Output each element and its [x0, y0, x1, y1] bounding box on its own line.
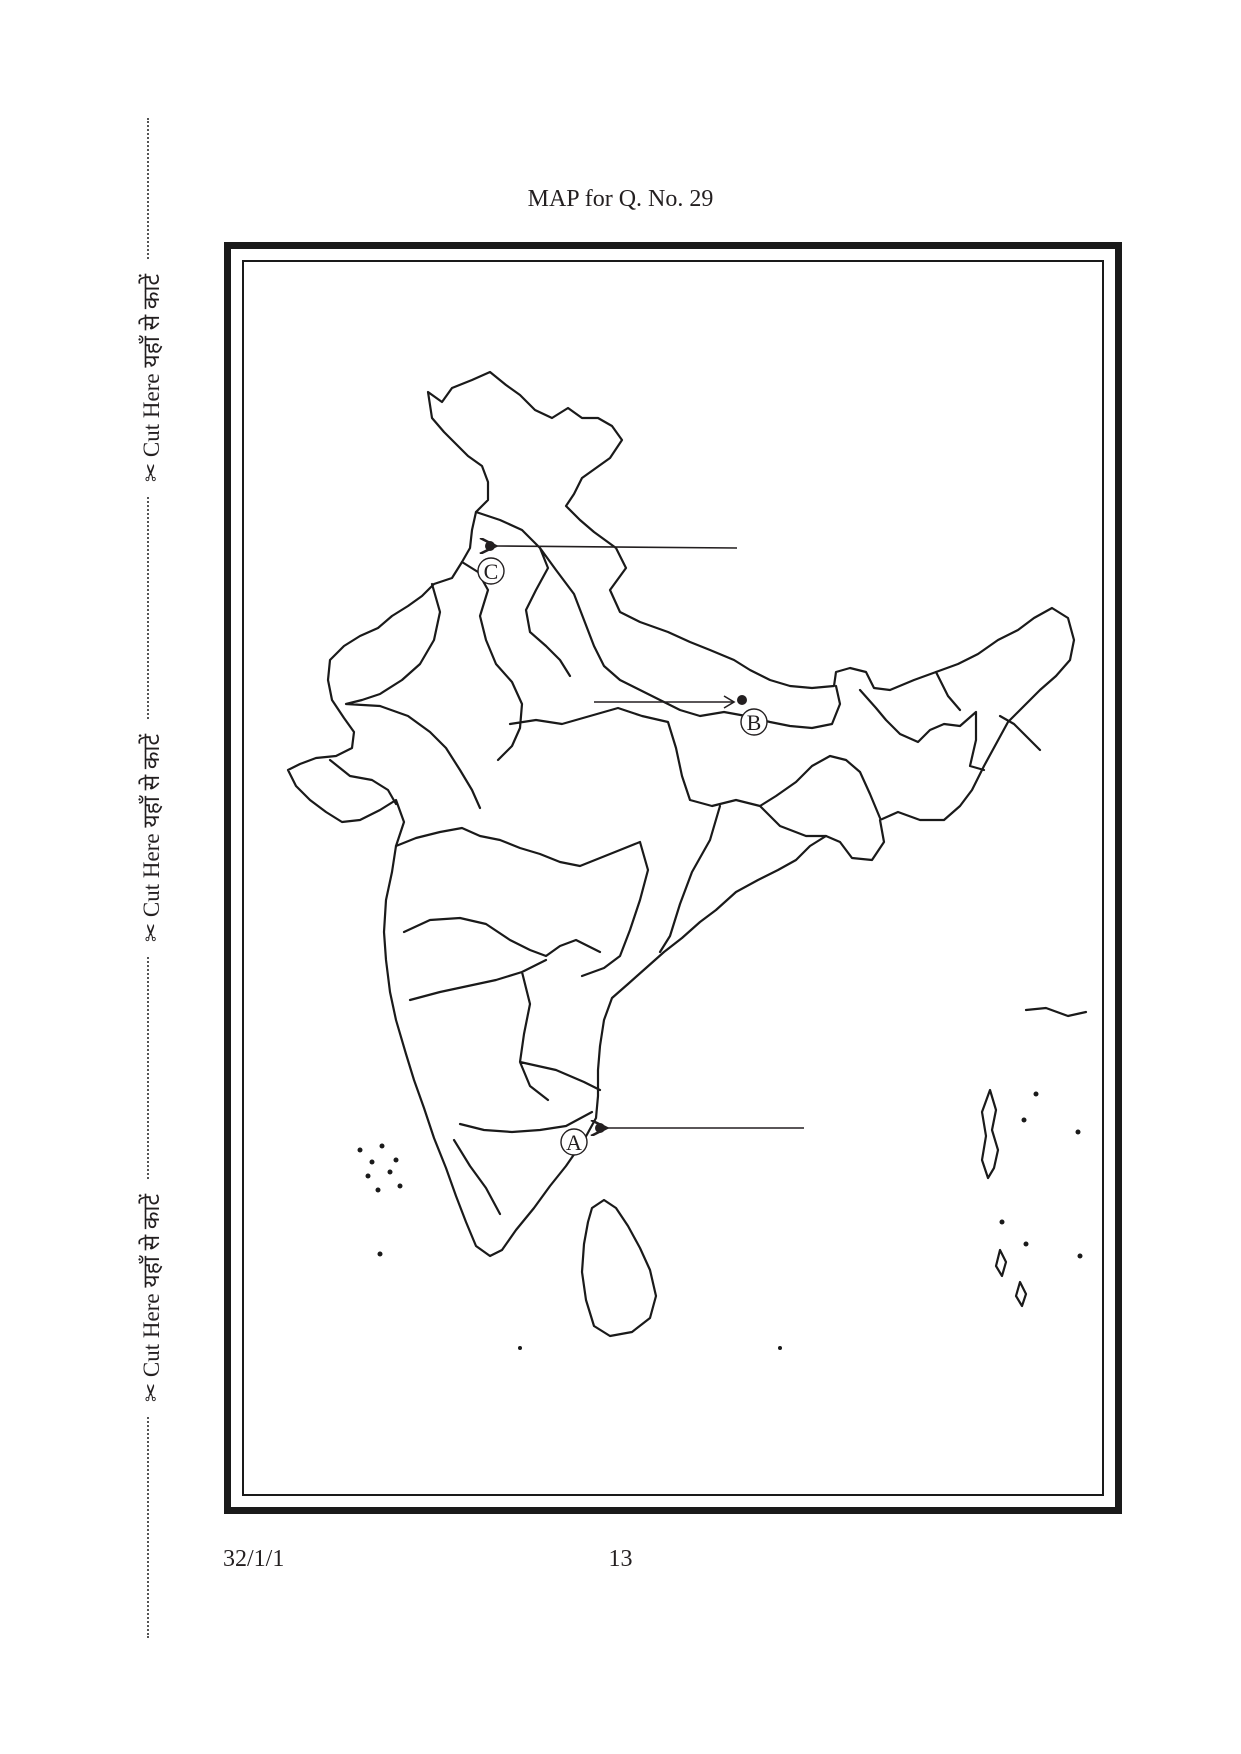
marker-b-label: B [746, 710, 762, 735]
cut-here-label-top: ✂ Cut Here यहाँ से काटें [134, 260, 166, 496]
marker-c [478, 541, 737, 584]
marker-a-dot [595, 1123, 605, 1133]
marker-c-label: C [483, 559, 499, 584]
marker-b-dot [737, 695, 747, 705]
india-boundary [288, 372, 1074, 1256]
marker-c-dot [485, 541, 495, 551]
sri-lanka-outline [582, 1200, 656, 1336]
page-number: 13 [608, 1546, 633, 1572]
marker-a [561, 1123, 804, 1155]
marker-a-label: A [566, 1130, 582, 1155]
marker-c-arrow [496, 546, 737, 548]
cut-here-label-bottom: ✂ Cut Here यहाँ से काटें [134, 1180, 166, 1416]
cut-here-label-middle: ✂ Cut Here यहाँ से काटें [134, 720, 166, 956]
andaman-islands [982, 1090, 998, 1178]
state-borders [346, 512, 1040, 1214]
paper-code: 32/1/1 [223, 1546, 285, 1572]
page-title: MAP for Q. No. 29 [527, 186, 714, 212]
